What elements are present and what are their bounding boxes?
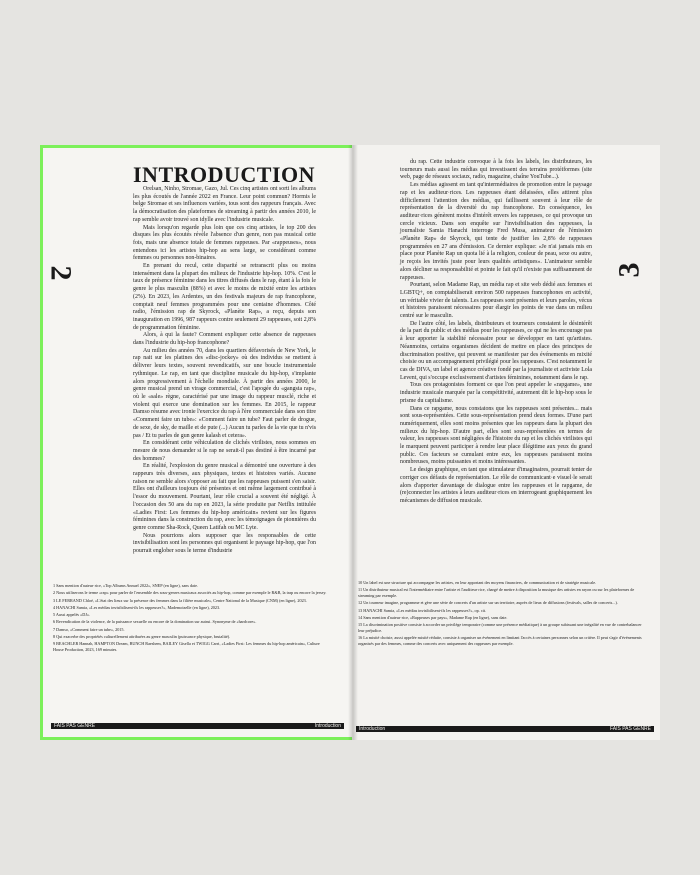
page-number-right: 3 [612, 262, 646, 278]
left-page [40, 145, 352, 740]
footnote: 10 Un label est une structure qui accompagne les artistes, en leur apportant des moyens financiers, de communication et de stratégie musicale. [358, 580, 597, 585]
right-body-text [400, 159, 592, 506]
footnote: 12 Un tourneur imagine, programme et gère une série de concerts d'un artiste sur un territoire, auprès de lieux de diffusions (festivals, salles de concerts...). [358, 600, 618, 606]
right-footnotes [358, 580, 648, 648]
page-number-left: 2 [44, 265, 78, 281]
paragraph: Le design graphique, en tant que stimulateur d'imaginaires, pourrait tenter de corriger ces défauts de représentation. Le rôle de communicant·e visuel·le serait alors d'apporter davantage de dialogue entre les rappeuses et le rapgame, de (re)connecter les artistes à leurs auditeur·rices en interrogeant graphiquement les mécanismes de diffusion musicale. [400, 467, 592, 504]
paragraph: Orelsan, Ninho, Stromae, Gazo, Jul. Ces cinq artistes ont sorti les albums les plus écoutés de l'année 2022 en France. Leur point commun? Hormis le belge Stromae et ses influences variées, tous sont des rappeurs français. Avec la démocratisation des plateformes de streaming à partir des années 2010, le rap semble avoir trouvé son idylle avec l'industrie musicale. [133, 186, 316, 223]
footnote: 5 Aussi appelés «DJ». [53, 612, 90, 618]
runner-label: Introduction [359, 726, 386, 732]
left-footnotes [53, 583, 328, 654]
runner-label: Introduction [314, 723, 341, 729]
right-page [352, 145, 660, 740]
footnote: 2 Nous utiliserons le terme «rap» pour parler de l'ensemble des sous-genres musicaux associés au hip-hop, comme par exemple le R&B, la trap ou encore la jersey. [53, 590, 327, 596]
chapter-title: INTRODUCTION [133, 162, 316, 187]
footnote: 11 Un distributeur musical est l'intermédiaire entre l'artiste et l'auditeur·rice, chargé de mettre à disposition la musique des artistes en rayon ou sur les plateformes de streaming par exemple. [358, 587, 635, 599]
footnote: 1 Sans mention d'auteur·rice, «Top Albums Annuel 2022», SNEP (en ligne), sans date. [53, 583, 198, 588]
footnote: 16 La mixité choisie, aussi appelée mixité réduite, consiste à organiser un événement en limitant l'accès à certaines personnes selon un critère. Il peut s'agir d'événements organisés par des femmes, comme des concerts avec uniquement des rappeuses par exemple. [358, 635, 642, 647]
footnote: 4 HANACHI Samia, «Les médias invisibilisent-ils les rappeuses?», Mademoizelle (en ligne), 2023. [53, 604, 221, 610]
paragraph: Alors, à qui la faute? Comment expliquer cette absence de rappeuses dans l'industrie du hip-hop francophone? [133, 332, 316, 347]
footnote: 9 BEACHLER Hannah, HAMPTON Dream, BUNCH Raeshem, BAILEY Gisella et TWIGG Carri, «Ladies First: Les femmes du hip-hop américain», Culture House Production, 2023, 169 minutes. [53, 641, 320, 653]
footnote: 13 HANACHI Samia, «Les médias invisibilisent-ils les rappeuses?», op. cit. [358, 607, 487, 613]
paragraph: En prenant du recul, cette disparité se retranscrit plus ou moins intensément dans la plupart des milieux de l'industrie hip-hop. 10%. C'est le taux de présence féminine dans les titres diffusés dans le rap, étant à la fois le genre le plus masculin (88%) et avec le moins de mixité entre les artistes (2%). En 2023, les Ardentes, un des festivals majeurs de rap francophone, comptait neuf femmes programmées pour une centaine d'hommes. Côté radio, l'émission rap de Skyrock, «Planète Rap», a reçu, depuis son inauguration en 1996, 987 rappeurs contre seulement 29 rappeuses, soit 2,8% de programmation féminine. [133, 263, 316, 331]
paragraph: Mais lorsqu'on regarde plus loin que ces cinq artistes, le top 200 des disques les plus écoutés révèle l'absence d'un genre, non pas musical cette fois, mais une absence totale de femmes rappeuses. Par «rappeuses», nous entendons ici les artistes hip-hop au sens large, se considérant comme femmes ou personnes non-binaires. [133, 224, 316, 262]
footnote: 6 Revendication de la violence, de la puissance sexuelle ou encore de la domination sur autrui. Synonyme de «hardcore». [53, 619, 257, 625]
running-footer-left [51, 723, 344, 729]
footnote: 8 Qui exacerbe des propriétés culturellement attribuées au genre masculin (puissance physique, brutalité). [53, 634, 231, 640]
footnote: 14 Sans mention d'auteur·rice, «Rappeuses par pays», Madame Rap (en ligne), sans date. [358, 614, 508, 620]
runner-label: FAIS PAS GENRE [609, 726, 651, 732]
paragraph: En réalité, l'explosion du genre musical a démontré une ouverture à des rappeurs très diverses, aux physiques, textes et histoires variés. Aucune raison ne semble alors s'opposer au fait que les rappeuses puissent s'en saisir. Elles ont d'ailleurs toujours été présentes et ont même largement contribué à l'essor du mouvement. Pourtant, leur rôle crucial a souvent été négligé. À l'occasion des 50 ans du rap en 2023, la série produite par Netflix intitulée «Ladies First: Les femmes du hip-hop américain» revient sur les figures féminines dans la construction du rap, avec les témoignages de pionnières du genre comme Sha-Rock, Queen Latifah ou MC Lyte. [133, 463, 316, 531]
paragraph: Au milieu des années 70, dans les quartiers défavorisés de New York, le rap nait sur les platines des «disc-jockey» où des individus se mettent à délivrer leurs textes, souvent revendicatifs, sur une boucle instrumentale rythmique. Le rap, en tant que discipline musicale du hip-hop, s'implante alors progressivement à l'échelle mondiale. À partir des années 2000, le genre musical prend un virage commercial, c'est l'apogée du «gangsta rap», où le «sale» règne, caractérisé par une image du rappeur musclé, riche et violent qui exerce une domination sur les femmes. En 2015, le rappeur Damso résume avec ironie l'exercice du rap à l'ère commerciale dans son titre «Comment faire un tube»: «Comment faire un tube? Faut parler de drogue, de sexe, de sky, de maille et de pute (...) Aucun tu parles de la vie que tu n'vis pas / Et tu parles de gun genre kalash et cetera». [133, 347, 317, 439]
paragraph: Tous ces protagonistes forment ce que l'on peut appeler le «rapgame», une industrie musicale marquée par la compétitivité, autrement dit le hip-hop sous le prisme du capitalisme. [400, 382, 592, 404]
footnote: 7 Damso, «Comment faire un tube», 2015. [53, 626, 125, 632]
footnote: 3 LE FERRAND Chloé, «L'état des lieux sur la présence des femmes dans la filière musicale», Centre National de la Musique (CNM) (en ligne), 2023. [53, 597, 307, 603]
footnote: 15 La discrimination positive consiste à accorder un privilège temporaire (comme une présence médiatique) à un groupe subissant une inégalité en vue de contrebalancer leur préjudice. [358, 622, 642, 634]
paragraph: Pourtant, selon Madame Rap, un média rap et site web dédié aux femmes et LGBTQ+, on comptabiliserait environ 500 rappeuses francophones en activité, un véritable vivier de talents. Les rappeuses sont présentes et leurs paroles, vécus et histoires paraissent nécessaires pour élargir les points de vue dans un milieu centré sur le masculin. [400, 282, 592, 320]
paragraph: Nous pourrions alors supposer que les responsables de cette invisibilisation sont les personnes qui organisent le paysage hip-hop, que l'on pourrait englober sous le terme d'industrie [133, 532, 316, 555]
book-spread [40, 145, 660, 740]
left-body-text [133, 186, 316, 556]
paragraph: du rap. Cette industrie convoque à la fois les labels, les distributeurs, les tourneurs mais aussi les médias qui investissent des terrains protéiformes (site web, page de réseaux sociaux, radio, magazine, chaîne YouTube...). [400, 159, 592, 181]
paragraph: Les médias agissent en tant qu'intermédiaires de promotion entre le paysage rap et les auditeur·rices. Les rappeuses étant délaissées, elles attirent plus difficilement l'attention des médias, qui faillissent souvent à leur rôle de représentation de la diversité du rap francophone. En conséquence, les auditeur·rices génèrent moins d'intérêt envers les rappeuses, ce qui provoque un cercle vicieux. Dans son enquête sur l'invisibilisation des rappeuses, la journaliste Samia Hanachi interroge Fred Musa, animateur de l'émission «Planète Rap» de Skyrock, qui tente de justifier les 2,8% de rappeuses programmées en 27 ans d'émission. Ce dernier explique: «Je n'ai jamais mis en place pour Planète Rap un quota lié à la religion, couleur de peau, sexe ou autre, je reçois les invités juste pour leurs qualités artistiques». L'animateur semble alors décliner sa responsabilité et pointe le fait qu'il n'existe pas suffisamment de rappeuses. [400, 182, 592, 281]
paragraph: En considérant cette véhiculation de clichés virilistes, nous sommes en mesure de nous demander si le rap ne serait-il pas destiné à être incarné par des hommes? [133, 440, 316, 462]
runner-label: FAIS PAS GENRE [54, 723, 96, 729]
running-footer-right [356, 726, 654, 732]
book-gutter [348, 145, 358, 740]
paragraph: De l'autre côté, les labels, distributeurs et tourneurs constatent le désintérêt de la part du public et des médias pour les rappeuses, ce qui ne les encourage pas à leur apporter la stabilité nécessaire pour se développer en tant qu'artistes. Néanmoins, certains organismes décident de mettre en place des principes de discrimination positive, qui peuvent se manifester par des événements en mixité choisie ou un accompagnement privilégié pour les rappeuses. C'est notamment le cas de DIVA, un label et agence créative fondé par la journaliste et activiste Lola Levent, qui s'occupe exclusivement d'artistes féminines, notamment dans le rap. [400, 320, 592, 381]
paragraph: Dans ce rapgame, nous constatons que les rappeuses sont présentes... mais sont sous-représentées. Cette sous-représentation prend deux formes. D'une part numériquement, elles sont moins présentes que les rappeurs dans la plupart des milieux du hip-hop. D'autre part, elles sont sous-représentées en termes de valeur, les rappeuses sont négligées de l'histoire du rap et les clichés virilistes qui le marquent peuvent participer à rendre leur place illégitime aux yeux du grand public. Ces facteurs se cumulant entre eux, les rappeuses paraissent moins nombreuses, moins puissantes et moins intéressantes. [400, 405, 592, 466]
